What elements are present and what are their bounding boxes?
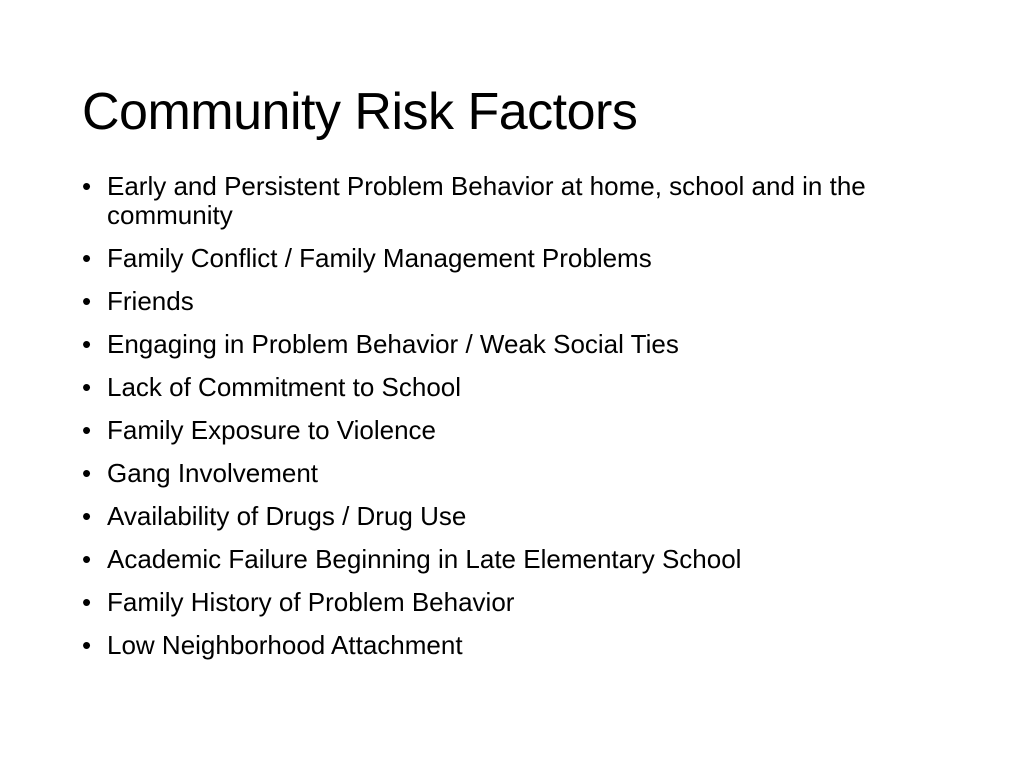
bullet-dot: •	[82, 587, 92, 617]
bullet-dot: •	[82, 372, 92, 402]
list-item-text: Availability of Drugs / Drug Use	[107, 501, 467, 531]
list-item-text: Family History of Problem Behavior	[107, 587, 515, 617]
bullet-dot: •	[82, 458, 92, 488]
bullet-dot: •	[82, 329, 92, 359]
bullet-dot: •	[82, 415, 92, 445]
list-item	[82, 502, 942, 531]
list-item-text: Early and Persistent Problem Behavior at home, school and in the community	[107, 171, 866, 230]
list-item	[82, 172, 942, 230]
bullet-list	[82, 172, 942, 674]
list-item-text: Family Conflict / Family Management Problems	[107, 243, 652, 273]
bullet-dot: •	[82, 286, 92, 316]
list-item	[82, 631, 942, 660]
list-item-text: Academic Failure Beginning in Late Elementary School	[107, 544, 742, 574]
bullet-dot: •	[82, 630, 92, 660]
bullet-dot: •	[82, 544, 92, 574]
list-item	[82, 330, 942, 359]
list-item-text: Lack of Commitment to School	[107, 372, 462, 402]
list-item-text: Family Exposure to Violence	[107, 415, 437, 445]
bullet-dot: •	[82, 243, 92, 273]
list-item	[82, 244, 942, 273]
bullet-dot: •	[82, 501, 92, 531]
list-item	[82, 588, 942, 617]
bullet-dot: •	[82, 171, 92, 201]
list-item	[82, 459, 942, 488]
list-item	[82, 545, 942, 574]
list-item-text: Engaging in Problem Behavior / Weak Social Ties	[107, 329, 679, 359]
list-item-text: Gang Involvement	[107, 458, 319, 488]
list-item	[82, 416, 942, 445]
list-item-text: Low Neighborhood Attachment	[107, 630, 463, 660]
slide-title: Community Risk Factors	[82, 83, 638, 141]
list-item	[82, 287, 942, 316]
list-item-text: Friends	[107, 286, 194, 316]
list-item	[82, 373, 942, 402]
